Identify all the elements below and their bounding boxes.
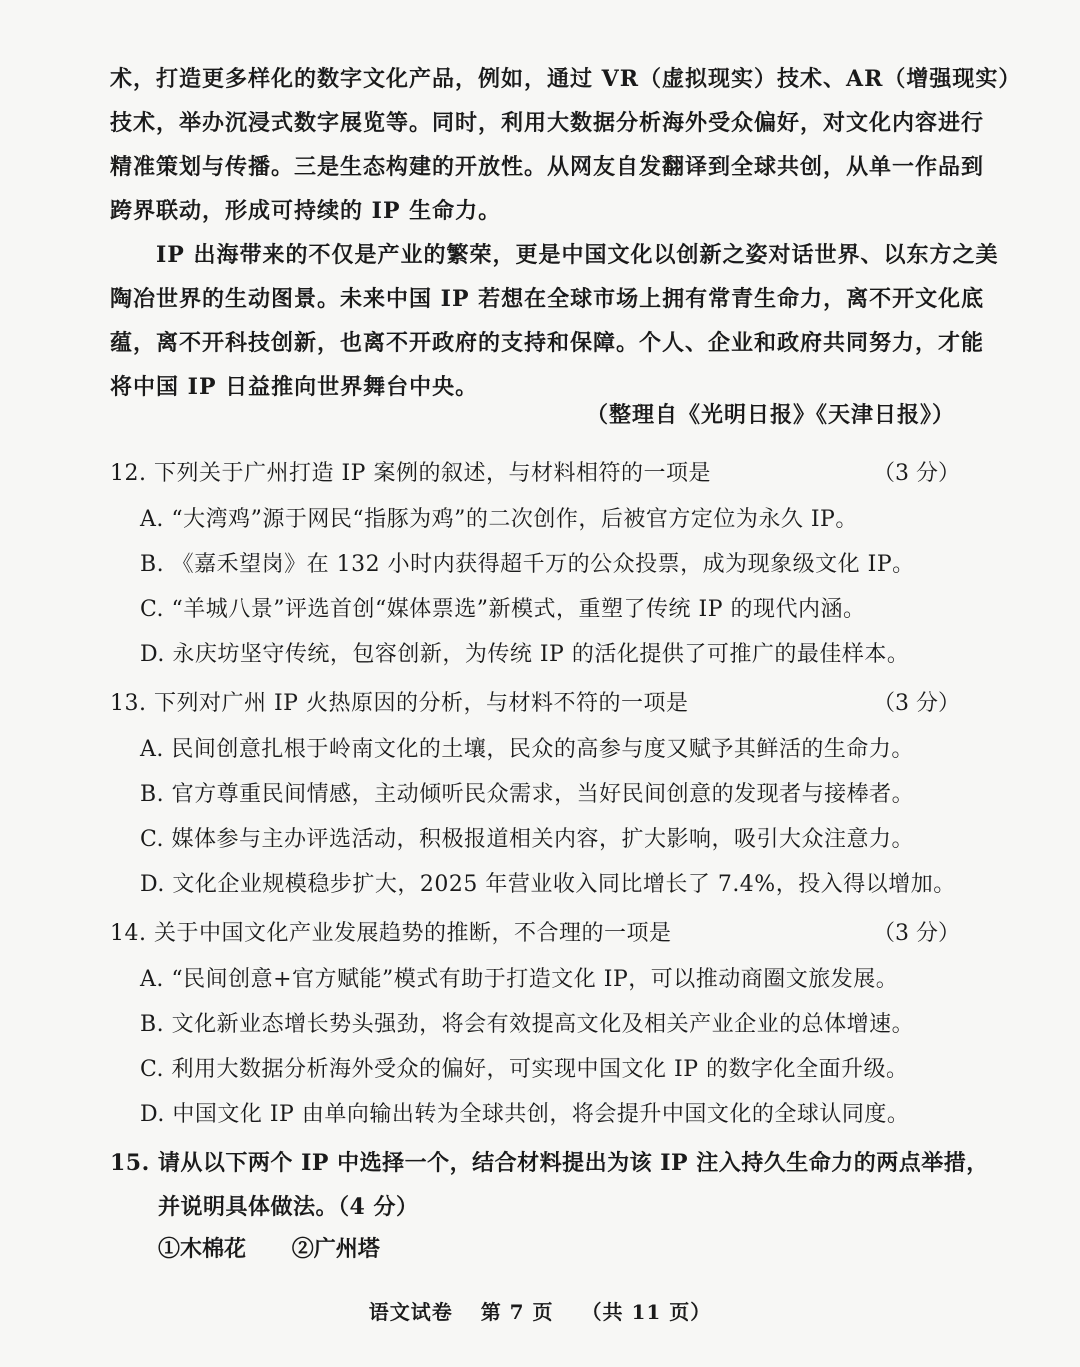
passage-line: 精准策划与传播。三是生态构建的开放性。从网友自发翻译到全球共创，从单一作品到 (110, 154, 985, 180)
choice-kapok: ①木棉花 (158, 1236, 247, 1262)
question-score: （3 分） (873, 921, 960, 946)
footer-subject: 语文试卷 (368, 1300, 453, 1324)
question-stem: 15. 请从以下两个 IP 中选择一个，结合材料提出为该 IP 注入持久生命力的两点举措， (110, 1150, 989, 1176)
option-a: A. 民间创意扎根于岭南文化的土壤，民众的高参与度又赋予其鲜活的生命力。 (140, 737, 914, 762)
question-stem: 12. 下列关于广州打造 IP 案例的叙述，与材料相符的一项是 (110, 461, 711, 486)
question-score: （3 分） (873, 461, 960, 486)
option-d: D. 文化企业规模稳步扩大，2025 年营业收入同比增长了 7.4%，投入得以增加。 (140, 872, 956, 897)
option-d: D. 永庆坊坚守传统，包容创新，为传统 IP 的活化提供了可推广的最佳样本。 (140, 642, 910, 667)
option-b: B. 《嘉禾望岗》在 132 小时内获得超千万的公众投票，成为现象级文化 IP。 (140, 552, 915, 577)
option-d: D. 中国文化 IP 由单向输出转为全球共创，将会提升中国文化的全球认同度。 (140, 1102, 910, 1127)
option-a: A. “大湾鸡”源于网民“指豚为鸡”的二次创作，后被官方定位为永久 IP。 (140, 507, 858, 532)
option-c: C. “羊城八景”评选首创“媒体票选”新模式，重塑了传统 IP 的现代内涵。 (140, 597, 866, 622)
passage-line: 跨界联动，形成可持续的 IP 生命力。 (110, 198, 502, 224)
option-a: A. “民间创意+官方赋能”模式有助于打造文化 IP，可以推动商圈文旅发展。 (140, 967, 899, 992)
question-stem: 14. 关于中国文化产业发展趋势的推断，不合理的一项是 (110, 921, 672, 946)
choice-canton-tower: ②广州塔 (291, 1236, 380, 1262)
passage-line: 将中国 IP 日益推向世界舞台中央。 (110, 374, 479, 400)
passage-line: 陶冶世界的生动图景。未来中国 IP 若想在全球市场上拥有常青生命力，离不开文化底 (110, 286, 985, 312)
passage-line: IP 出海带来的不仅是产业的繁荣，更是中国文化以创新之姿对话世界、以东方之美 (110, 242, 999, 268)
option-c: C. 媒体参与主办评选活动，积极报道相关内容，扩大影响，吸引大众注意力。 (140, 827, 915, 852)
passage-source: （整理自《光明日报》《天津日报》） (585, 402, 955, 428)
ip-choices (158, 1232, 418, 1263)
page-footer (0, 1296, 1080, 1325)
footer-total-pages: （共 11 页） (581, 1300, 712, 1324)
question-score: （3 分） (873, 691, 960, 716)
option-b: B. 官方尊重民间情感，主动倾听民众需求，当好民间创意的发现者与接棒者。 (140, 782, 915, 807)
option-b: B. 文化新业态增长势头强劲，将会有效提高文化及相关产业企业的总体增速。 (140, 1012, 915, 1037)
option-c: C. 利用大数据分析海外受众的偏好，可实现中国文化 IP 的数字化全面升级。 (140, 1057, 909, 1082)
passage-line: 技术，举办沉浸式数字展览等。同时，利用大数据分析海外受众偏好，对文化内容进行 (110, 110, 985, 136)
passage-line: 术，打造更多样化的数字文化产品，例如，通过 VR（虚拟现实）技术、AR（增强现实） (110, 66, 1022, 92)
footer-page-number: 第 7 页 (480, 1300, 554, 1324)
passage-line: 蕴，离不开科技创新，也离不开政府的支持和保障。个人、企业和政府共同努力，才能 (110, 330, 985, 356)
question-stem-continued: 并说明具体做法。（4 分） (158, 1194, 419, 1220)
question-stem: 13. 下列对广州 IP 火热原因的分析，与材料不符的一项是 (110, 691, 689, 716)
